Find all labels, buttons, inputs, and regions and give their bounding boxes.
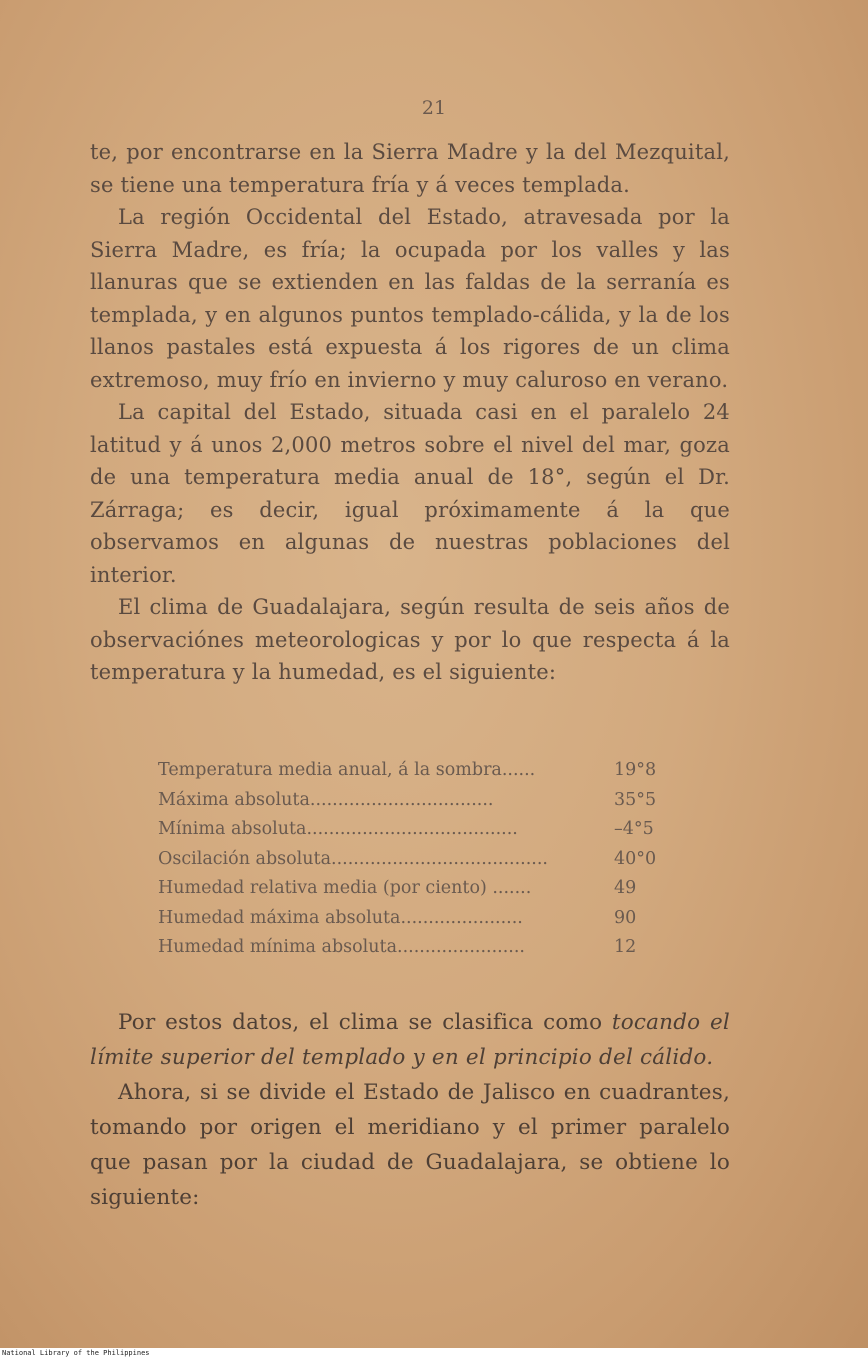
row-value: 12: [614, 937, 637, 957]
table-row: [158, 874, 678, 904]
row-value: 35°5: [614, 789, 657, 810]
table-row: [158, 756, 678, 786]
row-value: –4°5: [614, 819, 654, 839]
climate-data-table: [158, 756, 678, 963]
table-row: [158, 933, 678, 963]
table-row: [158, 786, 678, 816]
row-label: Oscilación absoluta.......................................: [158, 848, 548, 869]
body-text-top: [90, 136, 730, 689]
library-credit: National Library of the Philippines: [0, 1348, 868, 1358]
paragraph-quadrants: Ahora, si se divide el Estado de Jalisco en cuadrantes, tomando por origen el meridiano y el primer paralelo que pasan por la ciudad de Guadalajara, se obtiene lo siguiente:: [90, 1080, 730, 1210]
row-value: 90: [614, 907, 637, 928]
row-value: 40°0: [614, 848, 657, 869]
paragraph-western-region: La región Occidental del Estado, atravesada por la Sierra Madre, es fría; la ocupada por los valles y las llanuras que se extienden en las faldas de la serranía es templada, y en algunos puntos templado-cálida, y la de los llanos pastales está expuesta á los rigores de un clima extremoso, muy frío en invierno y muy caluroso en verano.: [90, 205, 730, 392]
row-label: Temperatura media anual, á la sombra......: [158, 760, 536, 780]
paragraph-capital: La capital del Estado, situada casi en el paralelo 24 latitud y á unos 2,000 metros sobre el nivel del mar, goza de una temperatura media anual de 18°, según el Dr. Zárraga; es decir, igual próximamente á la que observamos en algunas de nuestras poblaciones del interior.: [90, 400, 730, 587]
body-text-bottom: [90, 1005, 730, 1215]
paragraph-guadalajara-intro: El clima de Guadalajara, según resulta de seis años de observaciónes meteorologicas y por lo que respecta á la temperatura y la humedad, es el siguiente:: [90, 595, 730, 684]
page-number: 21: [421, 97, 447, 119]
row-value: 19°8: [614, 760, 657, 780]
paragraph-continuation: te, por encontrarse en la Sierra Madre y la del Mezquital, se tiene una temperatura fría y á veces templada.: [90, 140, 730, 197]
row-label: Máxima absoluta.................................: [158, 789, 494, 810]
table-row: [158, 904, 678, 934]
row-label: Humedad mínima absoluta.......................: [158, 937, 525, 957]
table-row: [158, 815, 678, 845]
row-label: Humedad máxima absoluta......................: [158, 907, 523, 928]
row-label: Humedad relativa media (por ciento) .......: [158, 878, 532, 898]
row-label: Mínima absoluta......................................: [158, 819, 518, 839]
classification-text: Por estos datos, el clima se clasifica como: [118, 1010, 612, 1035]
table-row: [158, 845, 678, 875]
classification-italic-text: tocando el límite superior del templado y en el principio del cálido.: [90, 1010, 730, 1070]
paragraph-classification: [90, 1005, 730, 1075]
row-value: 49: [614, 878, 637, 898]
